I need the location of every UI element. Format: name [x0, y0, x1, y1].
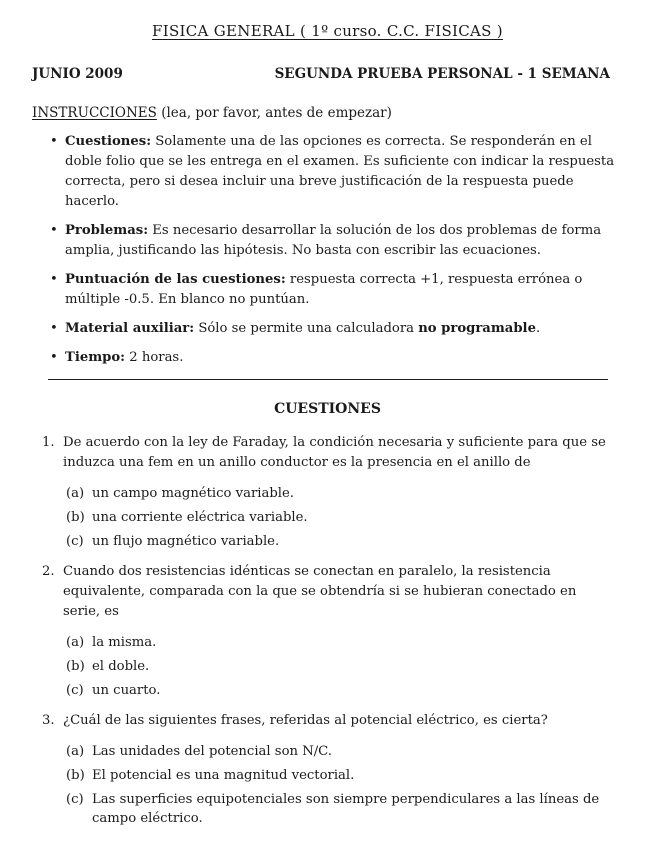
- option-label: (a): [66, 744, 85, 759]
- option-text: un cuarto.: [92, 683, 161, 698]
- option-text: un campo magnético variable.: [92, 486, 294, 501]
- exam-date: JUNIO 2009: [32, 66, 123, 82]
- question-1: [42, 433, 612, 551]
- option-label: (a): [66, 635, 85, 650]
- options-list: [63, 484, 612, 551]
- question-text: ¿Cuál de las siguientes frases, referidas al potencial eléctrico, es cierta?: [63, 713, 548, 728]
- bullet-icon: •: [50, 223, 58, 238]
- option-text: Las unidades del potencial son N/C.: [92, 744, 332, 759]
- option-label: (a): [66, 486, 85, 501]
- instructions-note: (lea, por favor, antes de empezar): [156, 105, 392, 121]
- instruction-item-cuestiones: • Cuestiones: Solamente una de las opciones es correcta. Se responderán en el doble folio que se les entrega en el examen. Es suficiente con indicar la respuesta correcta, pero si desea incluir una breve justificación de la respuesta puede hacerlo.: [50, 134, 615, 209]
- option-label: (c): [66, 683, 84, 698]
- instructions-list: [50, 132, 615, 377]
- option-label: (b): [66, 510, 85, 525]
- bullet-icon: •: [50, 134, 58, 149]
- question-3: [42, 711, 612, 828]
- option-text: un flujo magnético variable.: [92, 534, 280, 549]
- option-c: [66, 681, 612, 700]
- instruction-item-problemas: • Problemas: Es necesario desarrollar la solución de los dos problemas de forma amplia, justificando las hipótesis. No basta con escribir las ecuaciones.: [50, 223, 602, 258]
- option-b: [66, 657, 612, 676]
- bullet-icon: •: [50, 321, 58, 336]
- option-c: [66, 532, 612, 551]
- option-label: (c): [66, 534, 84, 549]
- instructions-label: INSTRUCCIONES: [32, 105, 157, 121]
- question-number: 3.: [42, 713, 55, 728]
- option-text: una corriente eléctrica variable.: [92, 510, 308, 525]
- question-2: [42, 562, 612, 700]
- bullet-icon: •: [50, 350, 58, 365]
- option-text: El potencial es una magnitud vectorial.: [92, 768, 355, 783]
- options-list: [63, 742, 612, 828]
- option-text: Las superficies equipotenciales son siempre perpendiculares a las líneas de campo eléctrico.: [92, 792, 600, 826]
- option-a: [66, 633, 612, 652]
- question-text: De acuerdo con la ley de Faraday, la condición necesaria y suficiente para que se induzca una fem en un anillo conductor es la presencia en el anillo de: [63, 435, 606, 470]
- question-text: Cuando dos resistencias idénticas se conectan en paralelo, la resistencia equivalente, comparada con la que se obtendría si se hubieran conectado en serie, es: [63, 564, 577, 619]
- question-number: 2.: [42, 564, 55, 579]
- page-title: FISICA GENERAL ( 1º curso. C.C. FISICAS ): [152, 22, 503, 40]
- option-a: [66, 484, 612, 503]
- option-label: (c): [66, 792, 84, 807]
- instruction-item-tiempo: • Tiempo: 2 horas.: [50, 348, 615, 368]
- section-title: CUESTIONES: [274, 401, 381, 417]
- option-label: (b): [66, 768, 85, 783]
- option-text: el doble.: [92, 659, 150, 674]
- exam-subheader: [32, 66, 610, 82]
- option-c: [66, 790, 612, 828]
- exam-name: SEGUNDA PRUEBA PERSONAL - 1 SEMANA: [274, 66, 610, 82]
- instruction-item-puntuacion: • Puntuación de las cuestiones: respuesta correcta +1, respuesta errónea o múltiple -0.5. En blanco no puntúan.: [50, 272, 583, 307]
- question-number: 1.: [42, 435, 55, 450]
- options-list: [63, 633, 612, 700]
- option-b: [66, 508, 612, 527]
- section-divider: [48, 379, 608, 380]
- option-text: la misma.: [92, 635, 157, 650]
- bullet-icon: •: [50, 272, 58, 287]
- option-a: [66, 742, 612, 761]
- instruction-item-material: • Material auxiliar: Sólo se permite una calculadora no programable.: [50, 319, 615, 339]
- questions-list: [42, 433, 612, 839]
- option-b: [66, 766, 612, 785]
- option-label: (b): [66, 659, 85, 674]
- instructions-heading: [32, 105, 392, 121]
